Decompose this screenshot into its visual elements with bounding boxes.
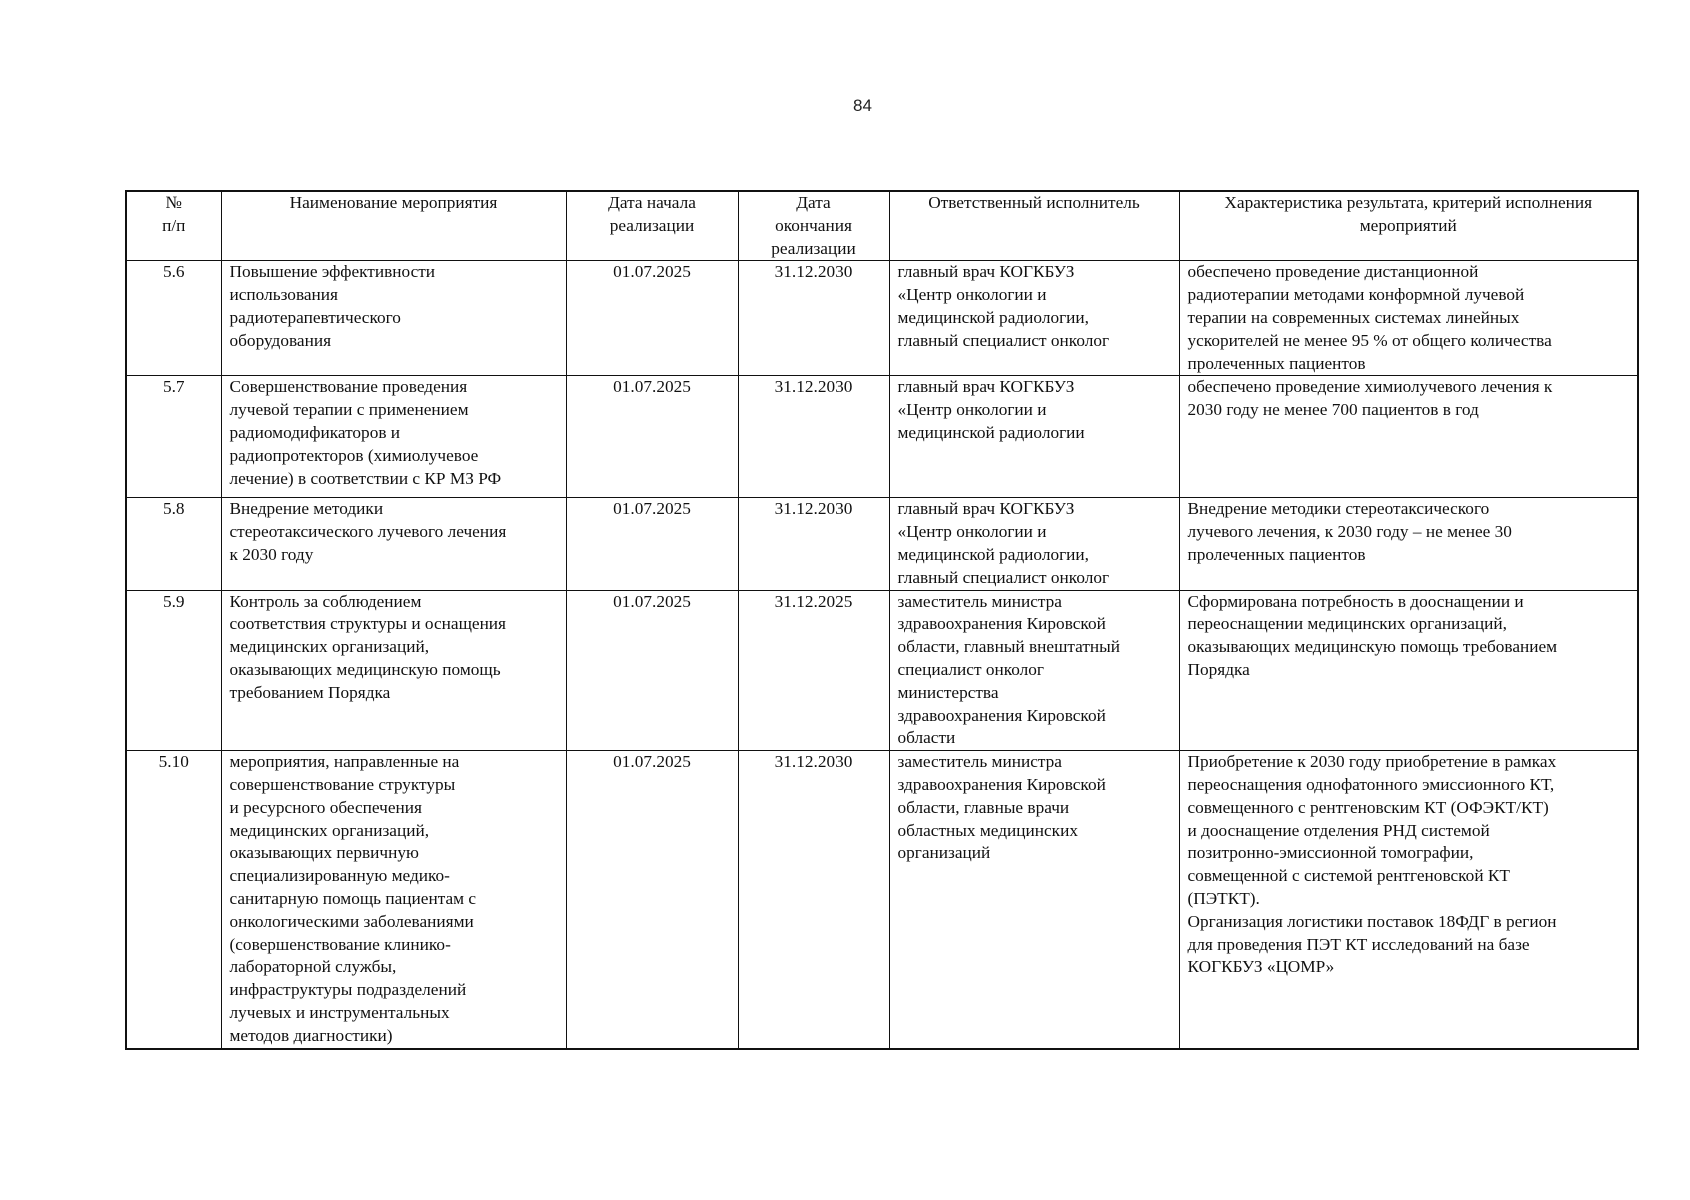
row-number: 5.6 <box>126 261 221 376</box>
result-criteria: обеспечено проведение дистанционной радиотерапии методами конформной лучевой терапии на современных системах линейных ускорителей не менее 95 % от общего количества пролеченных пациентов <box>1179 261 1638 376</box>
result-criteria: Сформирована потребность в дооснащении и переоснащении медицинских организаций, оказывающих медицинскую помощь требованием Порядка <box>1179 590 1638 751</box>
end-date: 31.12.2025 <box>738 590 889 751</box>
end-date: 31.12.2030 <box>738 498 889 590</box>
header-executor: Ответственный исполнитель <box>889 191 1179 261</box>
page-number: 84 <box>853 96 872 115</box>
table-header-row <box>126 191 1638 261</box>
start-date: 01.07.2025 <box>566 376 738 498</box>
activity-name: мероприятия, направленные на совершенствование структуры и ресурсного обеспечения медицинских организаций, оказывающих первичную специализированную медико- санитарную помощь пациентам с онкологическими заболеваниями (совершенствование клинико- лабораторной службы, инфраструктуры подразделений лучевых и инструментальных методов диагностики) <box>221 751 566 1049</box>
result-criteria: Приобретение к 2030 году приобретение в рамках переоснащения однофатонного эмиссионного КТ, совмещенного с рентгеновским КТ (ОФЭКТ/КТ) и дооснащение отделения РНД системой позитронно-эмиссионной томографии, совмещенной с системой рентгеновской КТ (ПЭТКТ). Организация логистики поставок 18ФДГ в регион для проведения ПЭТ КТ исследований на базе КОГКБУЗ «ЦОМР» <box>1179 751 1638 1049</box>
end-date: 31.12.2030 <box>738 376 889 498</box>
start-date: 01.07.2025 <box>566 590 738 751</box>
activity-name: Совершенствование проведения лучевой терапии с применением радиомодификаторов и радиопротекторов (химиолучевое лечение) в соответствии с КР МЗ РФ <box>221 376 566 498</box>
row-number: 5.8 <box>126 498 221 590</box>
start-date: 01.07.2025 <box>566 498 738 590</box>
end-date: 31.12.2030 <box>738 751 889 1049</box>
table-row <box>126 590 1638 751</box>
activities-table <box>125 190 1639 1050</box>
result-criteria: Внедрение методики стереотаксического лучевого лечения, к 2030 году – не менее 30 пролеченных пациентов <box>1179 498 1638 590</box>
row-number: 5.7 <box>126 376 221 498</box>
responsible-executor: заместитель министра здравоохранения Кировской области, главный внештатный специалист онколог министерства здравоохранения Кировской области <box>889 590 1179 751</box>
responsible-executor: главный врач КОГКБУЗ «Центр онкологии и медицинской радиологии <box>889 376 1179 498</box>
end-date: 31.12.2030 <box>738 261 889 376</box>
table-row <box>126 261 1638 376</box>
table-row <box>126 376 1638 498</box>
responsible-executor: главный врач КОГКБУЗ «Центр онкологии и медицинской радиологии, главный специалист онколог <box>889 498 1179 590</box>
row-number: 5.9 <box>126 590 221 751</box>
header-start-date: Дата начала реализации <box>566 191 738 261</box>
header-num: № п/п <box>126 191 221 261</box>
activity-name: Внедрение методики стереотаксического лучевого лечения к 2030 году <box>221 498 566 590</box>
responsible-executor: заместитель министра здравоохранения Кировской области, главные врачи областных медицинских организаций <box>889 751 1179 1049</box>
row-number: 5.10 <box>126 751 221 1049</box>
header-end-date: Дата окончания реализации <box>738 191 889 261</box>
start-date: 01.07.2025 <box>566 261 738 376</box>
activity-name: Повышение эффективности использования радиотерапевтического оборудования <box>221 261 566 376</box>
result-criteria: обеспечено проведение химиолучевого лечения к 2030 году не менее 700 пациентов в год <box>1179 376 1638 498</box>
table-row <box>126 498 1638 590</box>
header-name: Наименование мероприятия <box>221 191 566 261</box>
table-row <box>126 751 1638 1049</box>
responsible-executor: главный врач КОГКБУЗ «Центр онкологии и медицинской радиологии, главный специалист онколог <box>889 261 1179 376</box>
header-result: Характеристика результата, критерий исполнения мероприятий <box>1179 191 1638 261</box>
activity-name: Контроль за соблюдением соответствия структуры и оснащения медицинских организаций, оказывающих медицинскую помощь требованием Порядка <box>221 590 566 751</box>
start-date: 01.07.2025 <box>566 751 738 1049</box>
